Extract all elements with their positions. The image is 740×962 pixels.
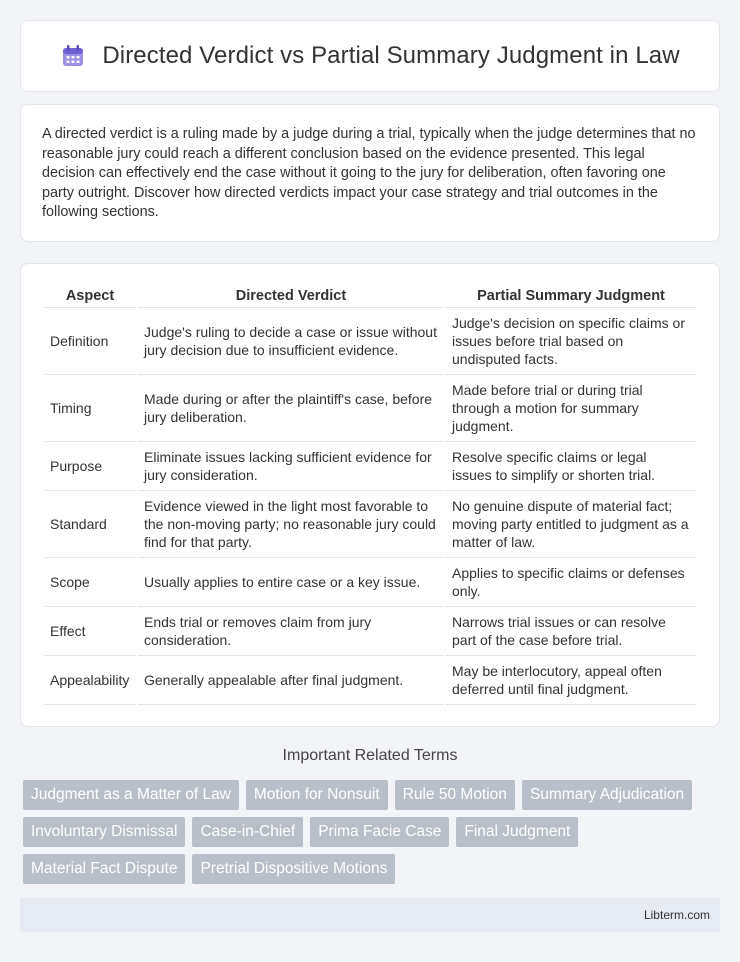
row-partial-summary-judgment: May be interlocutory, appeal often deferred until final judgment. (445, 656, 697, 705)
row-directed-verdict: Ends trial or removes claim from jury consideration. (137, 607, 445, 656)
related-term-tag[interactable]: Material Fact Dispute (23, 854, 185, 884)
column-header-directed-verdict: Directed Verdict (137, 284, 445, 308)
row-directed-verdict: Eliminate issues lacking sufficient evidence for jury consideration. (137, 442, 445, 491)
row-directed-verdict: Judge's ruling to decide a case or issue without jury decision due to insufficient evidence. (137, 308, 445, 375)
table-row (43, 607, 697, 656)
table-row (43, 308, 697, 375)
table-row (43, 558, 697, 607)
row-partial-summary-judgment: Resolve specific claims or legal issues to simplify or shorten trial. (445, 442, 697, 491)
row-partial-summary-judgment: Judge's decision on specific claims or issues before trial based on undisputed facts. (445, 308, 697, 375)
table-row (43, 375, 697, 442)
row-directed-verdict: Evidence viewed in the light most favorable to the non-moving party; no reasonable jury could find for that party. (137, 491, 445, 558)
footer-site-link[interactable]: Libterm.com (643, 908, 710, 922)
table-row (43, 656, 697, 705)
table-header-row (43, 284, 697, 308)
related-terms-heading: Important Related Terms (282, 747, 458, 764)
related-term-tag[interactable]: Summary Adjudication (522, 780, 692, 810)
table-row (43, 491, 697, 558)
related-term-tag[interactable]: Involuntary Dismissal (23, 817, 185, 847)
related-term-tag[interactable]: Final Judgment (456, 817, 578, 847)
comparison-card (20, 263, 720, 727)
row-aspect: Definition (43, 308, 137, 375)
related-term-tag[interactable]: Pretrial Dispositive Motions (192, 854, 395, 884)
row-aspect: Appealability (43, 656, 137, 705)
related-term-tag[interactable]: Judgment as a Matter of Law (23, 780, 239, 810)
row-aspect: Standard (43, 491, 137, 558)
row-aspect: Timing (43, 375, 137, 442)
related-term-tag[interactable]: Case-in-Chief (192, 817, 303, 847)
table-row (43, 442, 697, 491)
column-header-aspect: Aspect (43, 284, 137, 308)
row-partial-summary-judgment: Narrows trial issues or can resolve part of the case before trial. (445, 607, 697, 656)
row-partial-summary-judgment: No genuine dispute of material fact; moving party entitled to judgment as a matter of law. (445, 491, 697, 558)
footer (20, 898, 720, 932)
calendar-icon (60, 43, 86, 69)
related-term-tag[interactable]: Motion for Nonsuit (246, 780, 388, 810)
comparison-table (42, 284, 698, 705)
row-directed-verdict: Generally appealable after final judgment. (137, 656, 445, 705)
row-directed-verdict: Made during or after the plaintiff's case, before jury deliberation. (137, 375, 445, 442)
row-aspect: Scope (43, 558, 137, 607)
intro-text: A directed verdict is a ruling made by a judge during a trial, typically when the judge determines that no reasonable jury could reach a different conclusion based on the evidence presented. This legal decision can effectively end the case without it going to the jury for deliberation, often favoring one party outright. Discover how directed verdicts impact your case strategy and trial outcomes in the following sections. (42, 126, 696, 220)
row-partial-summary-judgment: Made before trial or during trial through a motion for summary judgment. (445, 375, 697, 442)
intro-card (20, 104, 720, 242)
related-terms-list (23, 780, 723, 884)
related-term-tag[interactable]: Rule 50 Motion (395, 780, 515, 810)
title-card (20, 20, 720, 92)
row-aspect: Purpose (43, 442, 137, 491)
row-aspect: Effect (43, 607, 137, 656)
row-directed-verdict: Usually applies to entire case or a key issue. (137, 558, 445, 607)
related-term-tag[interactable]: Prima Facie Case (310, 817, 449, 847)
row-partial-summary-judgment: Applies to specific claims or defenses only. (445, 558, 697, 607)
column-header-partial-summary-judgment: Partial Summary Judgment (445, 284, 697, 308)
page-title: Directed Verdict vs Partial Summary Judgment in Law (102, 42, 680, 69)
